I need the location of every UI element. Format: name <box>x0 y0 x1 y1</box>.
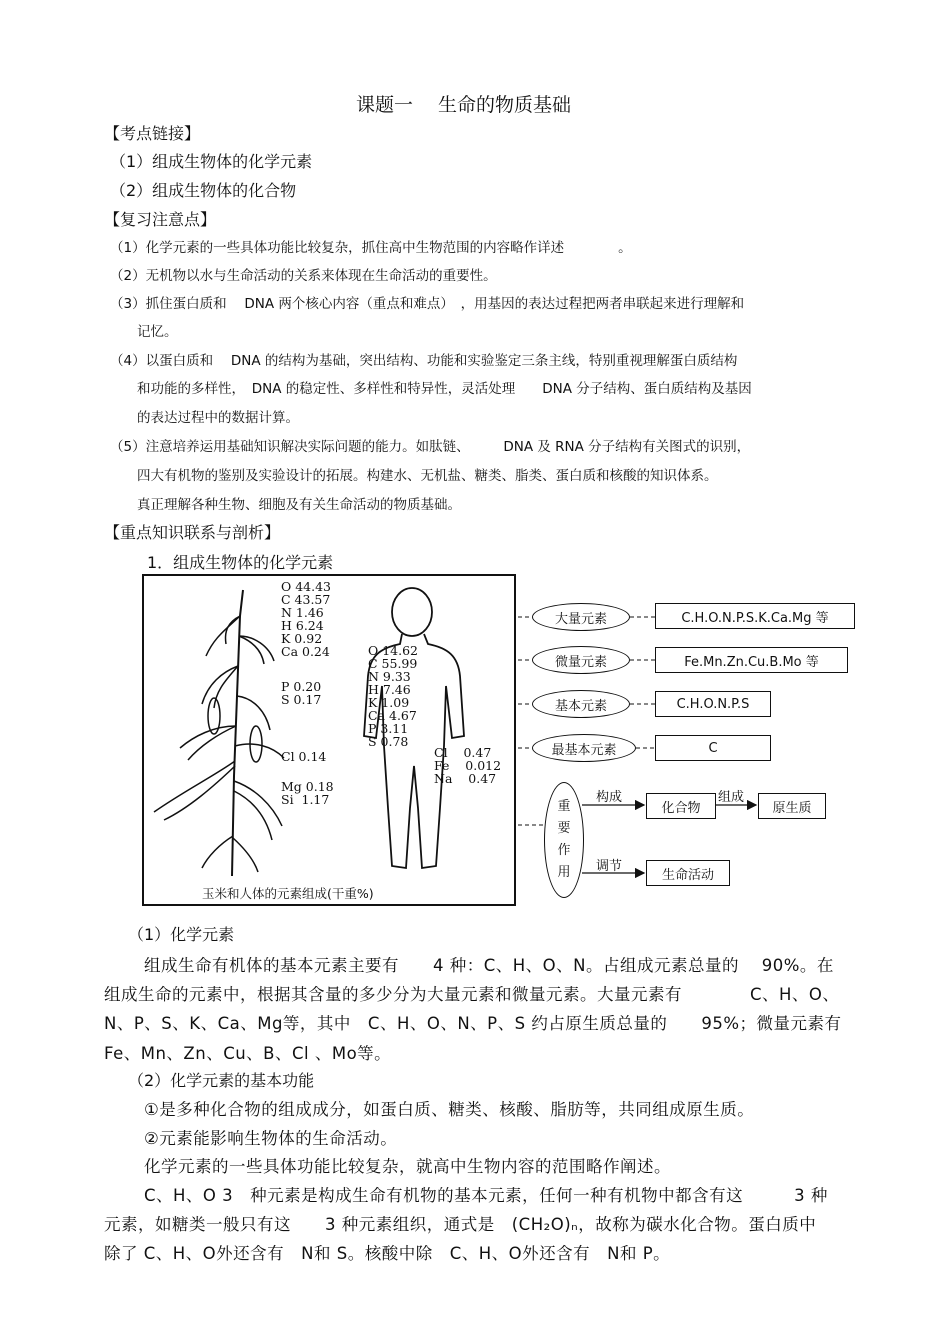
important-char-2: 要 <box>557 821 571 836</box>
fuxi-item-1: （1）化学元素的一些具体功能比较复杂，抓住高中生物范围的内容略作详述 。 <box>110 240 632 256</box>
body-p2-line2: ②元素能影响生物体的生命活动。 <box>144 1129 398 1148</box>
fuxi-item-3-cont: 记忆。 <box>137 324 178 340</box>
element-composition-figure <box>142 574 516 906</box>
oval-trace-elements: 微量元素 <box>532 646 630 674</box>
section-kaodian: 【考点链接】 <box>104 124 201 143</box>
body-p1-line1: 组成生命有机体的基本元素主要有 4 种：C、H、O、N。占组成元素总量的 90%。在 <box>144 956 834 975</box>
body-p3-line2: 元素，如糖类一般只有这 3 种元素组织，通式是 (CH₂O)ₙ，故称为碳水化合物。蛋白质中 <box>104 1215 817 1234</box>
fuxi-item-5-cont: 四大有机物的鉴别及实验设计的拓展。构建水、无机盐、糖类、脂类、蛋白质和核酸的知识体系。 <box>137 468 718 484</box>
fuxi-item-5-cont2: 真正理解各种生物、细胞及有关生命活动的物质基础。 <box>137 497 461 513</box>
box-basic-elements-list: C.H.O.N.P.S <box>655 691 771 717</box>
fuxi-item-2: （2）无机物以水与生命活动的关系来体现在生命活动的重要性。 <box>110 268 497 284</box>
body-heading-1: （1）化学元素 <box>128 925 235 944</box>
box-compound: 化合物 <box>646 793 716 819</box>
human-values-side: Cl 0.47 Fe 0.012 Na 0.47 <box>434 745 502 786</box>
body-p3-line3: 除了 C、H、O外还含有 N和 S。核酸中除 C、H、O外还含有 N和 P。 <box>104 1244 671 1263</box>
section-zhongdian: 【重点知识联系与剖析】 <box>104 523 281 542</box>
box-protoplasm: 原生质 <box>758 793 826 819</box>
important-char-4: 用 <box>557 865 571 880</box>
label-zucheng: 组成 <box>718 790 745 805</box>
box-major-elements-list: C.H.O.N.P.S.K.Ca.Mg 等 <box>655 603 855 629</box>
body-p2-line3: 化学元素的一些具体功能比较复杂，就高中生物内容的范围略作阐述。 <box>144 1157 671 1176</box>
body-heading-2: （2）化学元素的基本功能 <box>128 1071 315 1090</box>
human-values-main: O 14.62 C 55.99 N 9.33 H 7.46 K 1.09 Ca 4.67 P 3.11 S 0.78 <box>368 643 419 749</box>
oval-major-elements: 大量元素 <box>532 603 630 631</box>
oval-basic-elements: 基本元素 <box>532 690 630 718</box>
corn-values-ps: P 0.20 S 0.17 <box>281 679 322 707</box>
oval-important-role <box>544 782 584 898</box>
body-p3-line1: C、H、O 3 种元素是构成生命有机物的基本元素，任何一种有机物中都含有这 3 种 <box>144 1186 828 1205</box>
box-life-activity: 生命活动 <box>646 860 730 886</box>
label-goucheng: 构成 <box>596 790 623 805</box>
fuxi-item-4-cont2: 的表达过程中的数据计算。 <box>137 410 299 426</box>
box-most-basic-element: C <box>655 735 771 761</box>
important-char-3: 作 <box>557 843 571 858</box>
important-char-1: 重 <box>557 799 571 814</box>
kaodian-item-2: （2）组成生物体的化合物 <box>110 181 297 200</box>
oval-most-basic-element: 最基本元素 <box>532 734 636 762</box>
body-p1-line2: 组成生命的元素中，根据其含量的多少分为大量元素和微量元素。大量元素有 C、H、O、 <box>104 985 840 1004</box>
heading-1: 1．组成生物体的化学元素 <box>147 553 334 572</box>
kaodian-item-1: （1）组成生物体的化学元素 <box>110 152 313 171</box>
corn-values-top: O 44.43 C 43.57 N 1.46 H 6.24 K 0.92 Ca 0.24 <box>281 579 332 659</box>
fuxi-item-4: （4）以蛋白质和 DNA 的结构为基础，突出结构、功能和实验鉴定三条主线，特别重视理解蛋白质结构 <box>110 353 738 369</box>
figure-caption: 玉米和人体的元素组成(干重%) <box>202 886 374 901</box>
page-title: 课题一 生命的物质基础 <box>356 94 572 116</box>
body-p2-line1: ①是多种化合物的组成成分，如蛋白质、糖类、核酸、脂肪等，共同组成原生质。 <box>144 1100 755 1119</box>
box-trace-elements-list: Fe.Mn.Zn.Cu.B.Mo 等 <box>655 647 848 673</box>
label-tiaojie: 调节 <box>596 859 623 874</box>
corn-values-mg: Mg 0.18 Si 1.17 <box>281 779 334 807</box>
section-fuxi: 【复习注意点】 <box>104 210 217 229</box>
corn-values-cl: Cl 0.14 <box>281 749 327 764</box>
body-p1-line4: Fe、Mn、Zn、Cu、B、Cl 、Mo等。 <box>104 1044 392 1063</box>
fuxi-item-3: （3）抓住蛋白质和 DNA 两个核心内容（重点和难点） ，用基因的表达过程把两者串联起来进行理解和 <box>110 296 745 312</box>
fuxi-item-4-cont: 和功能的多样性， DNA 的稳定性、多样性和特异性，灵活处理 DNA 分子结构、蛋白质结构及基因 <box>137 381 752 397</box>
body-p1-line3: N、P、S、K、Ca、Mg等，其中 C、H、O、N、P、S 约占原生质总量的 95%；微量元素有 <box>104 1014 842 1033</box>
fuxi-item-5: （5）注意培养运用基础知识解决实际问题的能力。如肽链、 DNA 及 RNA 分子结构有关图式的识别， <box>110 439 751 455</box>
